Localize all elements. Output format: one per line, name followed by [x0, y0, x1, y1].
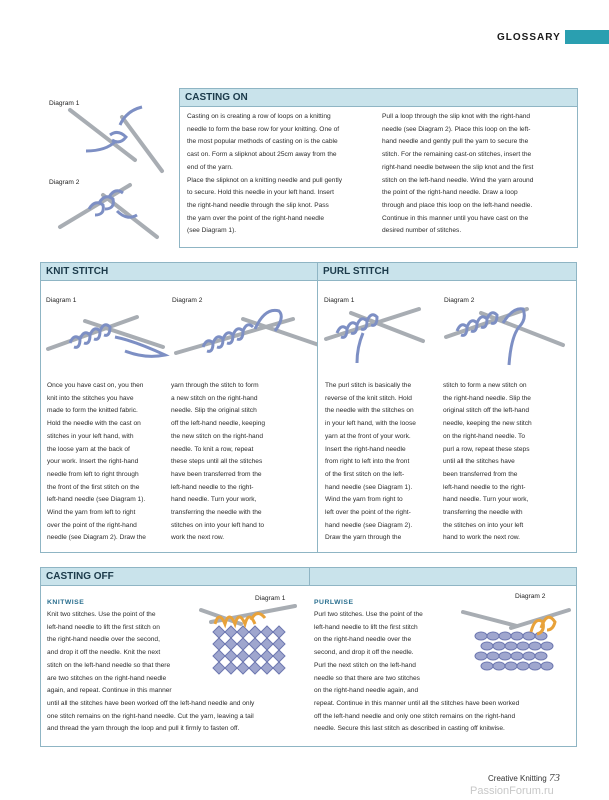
- text-line: on the right-hand needle over the: [314, 636, 412, 644]
- purlwise-diagram-label: Diagram 2: [515, 593, 546, 600]
- text-line: the loose yarn at the back of: [47, 445, 130, 453]
- purlwise-text: [314, 609, 574, 736]
- purl-diagram1: [323, 305, 438, 365]
- casting-on-diagram2: [55, 175, 175, 245]
- text-line: needle (see Diagram 2). Place this loop on the left-: [382, 125, 531, 133]
- text-line: until all the stitches have: [443, 458, 515, 466]
- text-line: the most popular methods of casting on is the cable: [187, 138, 338, 146]
- text-line: desired number of stitches.: [382, 227, 462, 235]
- page-number: 73: [548, 772, 560, 784]
- text-line: hand needle and gently pull the yarn to secure the: [382, 138, 529, 146]
- text-line: a new stitch on the right-hand: [171, 394, 258, 402]
- text-line: Place the slipknot on a knitting needle and pull gently: [187, 176, 343, 184]
- text-line: stitch on the left-hand needle so that there: [47, 661, 171, 669]
- text-line: the right-hand needle through the slip knot. Pass: [187, 201, 329, 209]
- knitwise-diagram-label: Diagram 1: [255, 595, 286, 602]
- text-line: hand needle (see Diagram 1).: [325, 483, 413, 491]
- text-line: the front of the first stitch on the: [47, 483, 140, 491]
- purl-diagram1-label: Diagram 1: [324, 297, 355, 304]
- text-line: needle (see Diagram 2). Draw the: [47, 534, 146, 542]
- text-line: transferring the needle with the: [171, 509, 262, 517]
- knitwise-text: [47, 609, 307, 736]
- magazine-name: Creative Knitting: [488, 774, 547, 783]
- casting-off-divider: [309, 568, 310, 586]
- casting-off-title: CASTING OFF: [41, 568, 576, 586]
- text-line: reverse of the knit stitch. Hold: [325, 394, 412, 402]
- text-line: needle. Secure this last stitch as described in casting off knitwise.: [314, 725, 505, 733]
- knit-stitch-col1: [47, 380, 171, 545]
- text-line: left over the point of the right-: [325, 509, 411, 517]
- knit-diagram1: [45, 307, 167, 362]
- text-line: The purl stitch is basically the: [325, 382, 412, 389]
- knitwise-heading: KNITWISE: [47, 599, 85, 606]
- text-line: Hold the needle with the cast on: [47, 420, 141, 428]
- page-footer: [488, 772, 560, 784]
- text-line: these steps until all the stitches: [171, 458, 263, 466]
- text-line: Wind the yarn from left to right: [47, 509, 136, 517]
- text-line: the new stitch on the right-hand: [171, 432, 264, 440]
- knit-diagram2-label: Diagram 2: [172, 297, 203, 304]
- casting-on-title: CASTING ON: [180, 89, 577, 107]
- text-line: knit into the stitches you have: [47, 394, 134, 402]
- text-line: one stitch remains on the right-hand needle. Cut the yarn, leaving a tail: [47, 712, 254, 720]
- text-line: Continue in this manner until you have cast on the: [382, 214, 529, 222]
- header-accent-bar: [565, 30, 609, 44]
- casting-on-diagram1-label: Diagram 1: [49, 100, 80, 107]
- knit-diagram1-label: Diagram 1: [46, 297, 77, 304]
- casting-off-panel: [40, 567, 577, 747]
- text-line: purl a row, repeat these steps: [443, 445, 530, 453]
- text-line: have been transferred from the: [171, 470, 262, 478]
- text-line: of the first stitch on the left-: [325, 470, 405, 478]
- text-line: yarn through the stitch to form: [171, 382, 259, 389]
- text-line: the yarn over the point of the right-hand needle: [187, 214, 325, 222]
- purl-stitch-col1: [325, 380, 443, 545]
- text-line: from right to left into the front: [325, 458, 410, 466]
- text-line: repeat. Continue in this manner until all the stitches have been worked: [314, 699, 520, 707]
- text-line: end of the yarn.: [187, 163, 233, 171]
- casting-on-col2: [382, 111, 574, 238]
- text-line: over the point of the right-hand: [47, 521, 137, 529]
- text-line: stitch on the left-hand needle. Wind the yarn around: [382, 176, 534, 184]
- text-line: off the left-hand needle, keeping: [171, 420, 266, 428]
- text-line: second, and drop it off the needle.: [314, 649, 414, 657]
- casting-on-diagram1: [50, 105, 175, 175]
- text-line: the needle with the stitches on: [325, 407, 414, 415]
- text-line: left-hand needle to lift the first stitch: [314, 623, 418, 631]
- text-line: through and place this loop on the left-hand needle.: [382, 201, 533, 209]
- text-line: work the next row.: [171, 534, 225, 542]
- purl-stitch-title: PURL STITCH: [318, 263, 576, 281]
- text-line: your work. Insert the right-hand: [47, 458, 139, 466]
- text-line: needle so that there are two stitches: [314, 674, 420, 682]
- text-line: Wind the yarn from right to: [325, 496, 403, 504]
- text-line: Pull a loop through the slip knot with the right-hand: [382, 113, 531, 120]
- text-line: needle. Slip the original stitch: [171, 407, 257, 415]
- text-line: Draw the yarn through the: [325, 534, 402, 542]
- text-line: Purl the next stitch on the left-hand: [314, 661, 416, 669]
- purl-stitch-col2: [443, 380, 571, 545]
- text-line: needle from left to right through: [47, 470, 139, 478]
- text-line: in your left hand, with the loose: [325, 420, 416, 428]
- text-line: left-hand needle to the right-: [171, 483, 254, 491]
- text-line: the right-hand needle over the second,: [47, 636, 160, 644]
- watermark: PassionForum.ru: [470, 785, 554, 797]
- text-line: Insert the right-hand needle: [325, 445, 406, 453]
- text-line: the right-hand needle. Slip the: [443, 394, 531, 402]
- text-line: original stitch off the left-hand: [443, 407, 530, 415]
- text-line: needle to form the base row for your knitting. One of: [187, 125, 340, 133]
- text-line: left-hand needle to the right-: [443, 483, 526, 491]
- casting-on-col1: [187, 111, 377, 238]
- knit-stitch-panel: [40, 262, 329, 553]
- text-line: cast on. Form a slipknot about 25cm away from the: [187, 151, 337, 159]
- text-line: Purl two stitches. Use the point of the: [314, 611, 423, 618]
- purlwise-heading: PURLWISE: [314, 599, 354, 606]
- text-line: stitch. For the remaining cast-on stitches, insert the: [382, 151, 532, 159]
- text-line: on the right-hand needle. To: [443, 432, 525, 440]
- text-line: needle, keeping the new stitch: [443, 420, 532, 428]
- text-line: left-hand needle (see Diagram 1).: [47, 496, 146, 504]
- text-line: on the right-hand needle again, and: [314, 687, 419, 695]
- text-line: transferring the needle with: [443, 509, 523, 517]
- purl-diagram2: [443, 303, 573, 365]
- text-line: Once you have cast on, you then: [47, 382, 144, 389]
- knit-stitch-title: KNIT STITCH: [41, 263, 328, 281]
- text-line: and drop it off the needle. Knit the next: [47, 649, 161, 657]
- knit-stitch-col2: [171, 380, 295, 545]
- purl-stitch-panel: [317, 262, 577, 553]
- text-line: to secure. Hold this needle in your left hand. Insert: [187, 189, 334, 197]
- text-line: yarn at the front of your work.: [325, 432, 411, 440]
- text-line: the point of the right-hand needle. Draw a loop: [382, 189, 518, 197]
- text-line: needle. To knit a row, repeat: [171, 445, 254, 453]
- casting-on-panel: [179, 88, 578, 248]
- text-line: (see Diagram 1).: [187, 227, 237, 235]
- text-line: until all the stitches have been worked off the left-hand needle and only: [47, 699, 255, 707]
- text-line: again, and repeat. Continue in this manner: [47, 687, 172, 695]
- purl-diagram2-label: Diagram 2: [444, 297, 475, 304]
- text-line: hand to work the next row.: [443, 534, 520, 542]
- casting-on-diagram2-label: Diagram 2: [49, 179, 80, 186]
- knit-diagram2: [173, 303, 323, 363]
- section-label-glossary: GLOSSARY: [497, 32, 561, 43]
- text-line: hand needle. Turn your work,: [443, 496, 529, 504]
- text-line: stitches on into your left hand to: [171, 521, 265, 529]
- text-line: left-hand needle to lift the first stitch on: [47, 623, 160, 631]
- text-line: made to form the knitted fabric.: [47, 407, 138, 415]
- text-line: are two stitches on the right-hand needle: [47, 674, 167, 682]
- text-line: and thread the yarn through the loop and pull it firmly to fasten off.: [47, 725, 240, 733]
- text-line: right-hand needle between the slip knot and the first: [382, 163, 534, 171]
- text-line: the stitches on into your left: [443, 521, 524, 529]
- text-line: hand needle (see Diagram 2).: [325, 521, 413, 529]
- text-line: Casting on is creating a row of loops on a knitting: [187, 113, 331, 120]
- text-line: Knit two stitches. Use the point of the: [47, 611, 156, 618]
- text-line: hand needle. Turn your work,: [171, 496, 257, 504]
- text-line: stitch to form a new stitch on: [443, 382, 527, 389]
- text-line: been transferred from the: [443, 470, 518, 478]
- text-line: off the left-hand needle and only one stitch remains on the right-hand: [314, 712, 516, 720]
- text-line: stitches in your left hand, with: [47, 432, 134, 440]
